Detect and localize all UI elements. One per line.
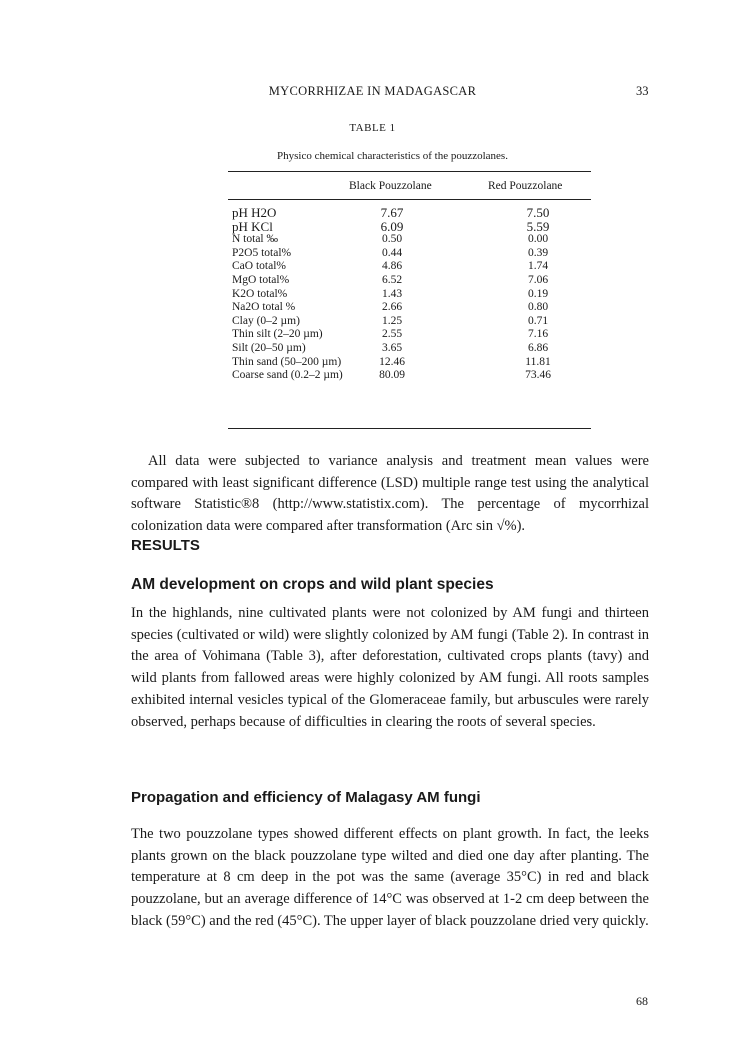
am-development-paragraph: In the highlands, nine cultivated plants were not colonized by AM fungi and thirteen species (cultivated or wild) were slightly colonized by AM fungi (Table 2). In contrast in the area of Vohimana (Table 3), after deforestation, cultivated crops plants (tavy) and wild plants from fallowed areas were highly colonized by AM fungi. All roots samples exhibited internal vesicles typical of the Glomeraceae family, but arbuscules were rarely observed, perhaps because of difficulties in clearing the roots of several species. [131,605,649,730]
table-row [232,301,592,315]
black-value: 12.46 [379,355,405,368]
row-label: N total ‰ [232,233,278,246]
am-development-heading: AM development on crops and wild plant species [131,576,494,593]
table-top-rule [228,171,591,172]
red-value: 5.59 [526,218,550,234]
table-row [232,220,592,234]
black-value: 4.86 [381,260,403,273]
red-value: 7.50 [526,205,550,220]
propagation-paragraph: The two pouzzolane types showed different effects on plant growth. In fact, the leeks plants grown on the black pouzzolane type wilted and died one day after planting. The temperature at 8 cm deep in the pot was the same (average 35°C) in red and black pouzzolane, but an average difference of 14°C was observed at 1-2 cm deep between the black (59°C) and the red (45°C). The upper layer of black pouzzolane dried very quickly. [131,826,649,929]
black-value: 3.65 [381,341,403,354]
red-value: 0.71 [527,314,549,327]
table-header-rule [228,199,591,200]
black-value: 2.66 [381,301,403,314]
table-row [232,356,592,370]
page-number-bottom: 68 [636,994,648,1008]
row-label: pH H2O [232,205,277,220]
table-row [232,328,592,342]
black-value: 80.09 [379,369,405,382]
methods-paragraph: All data were subjected to variance analysis and treatment mean values were compared with least significant difference (LSD) multiple range test using the analytical software Statistic®8 (http://www.statistix.com). The percentage of mycorrhizal colonization data were compared after transformation (Arc sin √%). [131,453,649,535]
results-heading: RESULTS [131,537,200,554]
table-label: TABLE 1 [349,122,396,134]
row-label: MgO total% [232,273,290,286]
page-number-top: 33 [636,84,649,98]
black-value: 1.43 [381,287,403,300]
black-value: 2.55 [381,328,403,341]
table-body [232,206,592,383]
row-label: Thin silt (2–20 µm) [232,328,323,341]
red-value: 7.06 [527,273,549,286]
black-value: 6.09 [380,218,404,234]
table-row [232,342,592,356]
table-row [232,369,592,383]
red-value: 0.00 [527,233,549,246]
table-row [232,315,592,329]
column-header-red: Red Pouzzolane [488,180,563,192]
table-caption: Physico chemical characteristics of the pouzzolanes. [277,150,508,162]
table-bottom-rule [228,428,591,429]
red-value: 1.74 [527,260,549,273]
black-value: 0.44 [381,246,403,259]
table-row [232,247,592,261]
red-value: 0.19 [527,287,549,300]
red-value: 6.86 [527,341,549,354]
running-title: MYCORRHIZAE IN MADAGASCAR [268,84,477,98]
black-value: 1.25 [381,314,403,327]
red-value: 0.80 [527,301,549,314]
table-row [232,260,592,274]
row-label: Thin sand (50–200 µm) [232,355,342,368]
table-row [232,288,592,302]
propagation-heading: Propagation and efficiency of Malagasy AM fungi [131,789,481,806]
black-value: 0.50 [381,233,403,246]
row-label: K2O total% [232,287,288,300]
row-label: CaO total% [232,260,286,273]
black-value: 6.52 [381,273,403,286]
table-row [232,206,592,220]
row-label: Na2O total % [232,301,296,314]
table-row [232,274,592,288]
red-value: 73.46 [525,369,551,382]
column-header-black: Black Pouzzolane [349,180,432,192]
red-value: 0.39 [527,246,549,259]
row-label: Coarse sand (0.2–2 µm) [232,369,343,382]
row-label: Clay (0–2 µm) [232,314,300,327]
black-value: 7.67 [380,205,404,220]
row-label: P2O5 total% [232,246,292,259]
red-value: 11.81 [525,355,551,368]
red-value: 7.16 [527,328,549,341]
row-label: Silt (20–50 µm) [232,341,306,354]
table-row [232,233,592,247]
row-label: pH KCl [232,218,273,234]
